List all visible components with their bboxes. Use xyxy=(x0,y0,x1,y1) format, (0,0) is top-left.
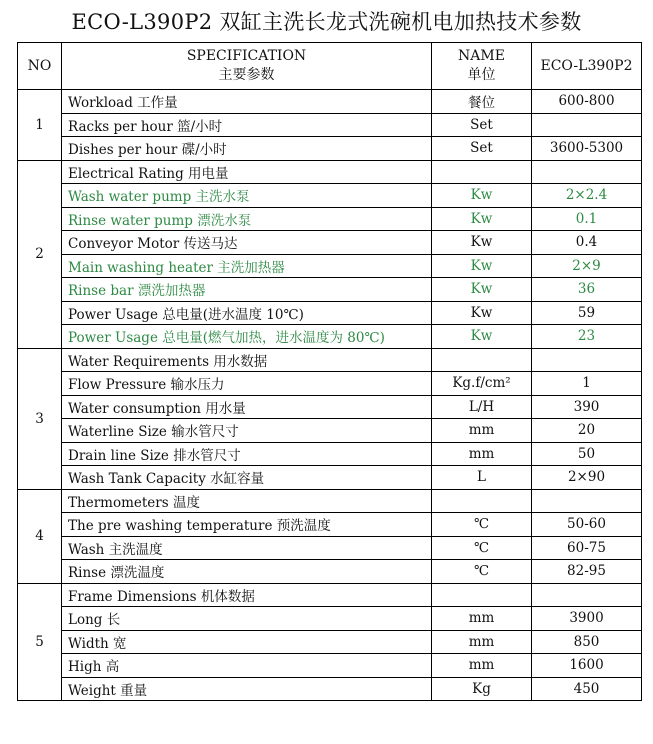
value-cell xyxy=(532,348,642,372)
table-row xyxy=(18,630,642,654)
unit-cell: Kg.f/cm² xyxy=(432,372,532,396)
value-cell: 60-75 xyxy=(532,536,642,560)
table-row xyxy=(18,677,642,701)
table-row xyxy=(18,489,642,513)
group-number: 4 xyxy=(18,489,62,583)
spec-cell: Drain line Size 排水管尺寸 xyxy=(62,442,432,466)
table-row xyxy=(18,113,642,137)
value-cell xyxy=(532,160,642,184)
unit-cell: Set xyxy=(432,137,532,161)
spec-cell: Power Usage 总电量(燃气加热，进水温度为 80℃) xyxy=(62,325,432,349)
table-row xyxy=(18,466,642,490)
value-cell: 2×9 xyxy=(532,254,642,278)
group-number: 5 xyxy=(18,583,62,701)
header-model: ECO-L390P2 xyxy=(532,43,642,90)
header-name-cn: 单位 xyxy=(467,67,496,83)
value-cell: 1 xyxy=(532,372,642,396)
spec-cell: The pre washing temperature 预洗温度 xyxy=(62,513,432,537)
spec-cell: Electrical Rating 用电量 xyxy=(62,160,432,184)
spec-cell: Waterline Size 输水管尺寸 xyxy=(62,419,432,443)
table-row xyxy=(18,348,642,372)
table-row xyxy=(18,513,642,537)
unit-cell: Kw xyxy=(432,278,532,302)
value-cell: 2×2.4 xyxy=(532,184,642,208)
unit-cell: ℃ xyxy=(432,536,532,560)
spec-cell: Wash 主洗温度 xyxy=(62,536,432,560)
unit-cell: Kw xyxy=(432,301,532,325)
unit-cell: Kw xyxy=(432,207,532,231)
table-row xyxy=(18,372,642,396)
table-row xyxy=(18,231,642,255)
value-cell: 0.1 xyxy=(532,207,642,231)
unit-cell: L/H xyxy=(432,395,532,419)
spec-cell: Dishes per hour 碟/小时 xyxy=(62,137,432,161)
unit-cell: mm xyxy=(432,442,532,466)
table-header-row xyxy=(18,43,642,90)
spec-cell: Workload 工作量 xyxy=(62,90,432,114)
value-cell: 59 xyxy=(532,301,642,325)
unit-cell: ℃ xyxy=(432,560,532,584)
spec-cell: Conveyor Motor 传送马达 xyxy=(62,231,432,255)
table-row xyxy=(18,160,642,184)
value-cell xyxy=(532,489,642,513)
table-row xyxy=(18,301,642,325)
value-cell: 3600-5300 xyxy=(532,137,642,161)
spec-cell: Rinse bar 漂洗加热器 xyxy=(62,278,432,302)
header-specification xyxy=(62,43,432,90)
spec-cell: Main washing heater 主洗加热器 xyxy=(62,254,432,278)
unit-cell xyxy=(432,489,532,513)
unit-cell: mm xyxy=(432,419,532,443)
header-no: NO xyxy=(18,43,62,90)
unit-cell: Kw xyxy=(432,254,532,278)
table-row xyxy=(18,395,642,419)
table-row xyxy=(18,254,642,278)
spec-cell: High 高 xyxy=(62,654,432,678)
value-cell: 3900 xyxy=(532,607,642,631)
unit-cell: Kw xyxy=(432,325,532,349)
value-cell: 450 xyxy=(532,677,642,701)
value-cell: 50-60 xyxy=(532,513,642,537)
spec-cell: Wash Tank Capacity 水缸容量 xyxy=(62,466,432,490)
header-spec-cn: 主要参数 xyxy=(218,67,275,83)
unit-cell: Kg xyxy=(432,677,532,701)
value-cell xyxy=(532,583,642,607)
spec-cell: Thermometers 温度 xyxy=(62,489,432,513)
unit-cell: Kw xyxy=(432,184,532,208)
spec-cell: Frame Dimensions 机体数据 xyxy=(62,583,432,607)
table-row xyxy=(18,419,642,443)
unit-cell: mm xyxy=(432,607,532,631)
value-cell: 390 xyxy=(532,395,642,419)
value-cell: 23 xyxy=(532,325,642,349)
unit-cell: mm xyxy=(432,654,532,678)
table-row xyxy=(18,184,642,208)
value-cell xyxy=(532,113,642,137)
table-row xyxy=(18,442,642,466)
spec-cell: Weight 重量 xyxy=(62,677,432,701)
table-row xyxy=(18,325,642,349)
value-cell: 82-95 xyxy=(532,560,642,584)
unit-cell xyxy=(432,348,532,372)
spec-cell: Wash water pump 主洗水泵 xyxy=(62,184,432,208)
spec-cell: Power Usage 总电量(进水温度 10℃) xyxy=(62,301,432,325)
spec-cell: Rinse 漂洗温度 xyxy=(62,560,432,584)
unit-cell: ℃ xyxy=(432,513,532,537)
header-name xyxy=(432,43,532,90)
unit-cell xyxy=(432,583,532,607)
value-cell: 20 xyxy=(532,419,642,443)
unit-cell: Kw xyxy=(432,231,532,255)
table-row xyxy=(18,536,642,560)
document-title: ECO-L390P2 双缸主洗长龙式洗碗机电加热技术参数 xyxy=(71,10,582,34)
spec-cell: Long 长 xyxy=(62,607,432,631)
unit-cell: Set xyxy=(432,113,532,137)
header-spec-en: SPECIFICATION xyxy=(186,48,307,64)
group-number: 3 xyxy=(18,348,62,489)
table-row xyxy=(18,207,642,231)
value-cell: 850 xyxy=(532,630,642,654)
spec-cell: Flow Pressure 输水压力 xyxy=(62,372,432,396)
table-row xyxy=(18,607,642,631)
value-cell: 36 xyxy=(532,278,642,302)
value-cell: 0.4 xyxy=(532,231,642,255)
unit-cell: 餐位 xyxy=(432,90,532,114)
spec-table xyxy=(17,42,642,701)
value-cell: 50 xyxy=(532,442,642,466)
spec-cell: Water consumption 用水量 xyxy=(62,395,432,419)
group-number: 2 xyxy=(18,160,62,348)
table-row xyxy=(18,583,642,607)
table-row xyxy=(18,278,642,302)
table-row xyxy=(18,560,642,584)
table-row xyxy=(18,90,642,114)
table-row xyxy=(18,137,642,161)
value-cell: 600-800 xyxy=(532,90,642,114)
header-name-en: NAME xyxy=(458,48,505,64)
spec-cell: Width 宽 xyxy=(62,630,432,654)
unit-cell: mm xyxy=(432,630,532,654)
value-cell: 1600 xyxy=(532,654,642,678)
group-number: 1 xyxy=(18,90,62,161)
spec-cell: Water Requirements 用水数据 xyxy=(62,348,432,372)
spec-cell: Racks per hour 篮/小时 xyxy=(62,113,432,137)
unit-cell xyxy=(432,160,532,184)
unit-cell: L xyxy=(432,466,532,490)
spec-cell: Rinse water pump 漂洗水泵 xyxy=(62,207,432,231)
table-row xyxy=(18,654,642,678)
value-cell: 2×90 xyxy=(532,466,642,490)
